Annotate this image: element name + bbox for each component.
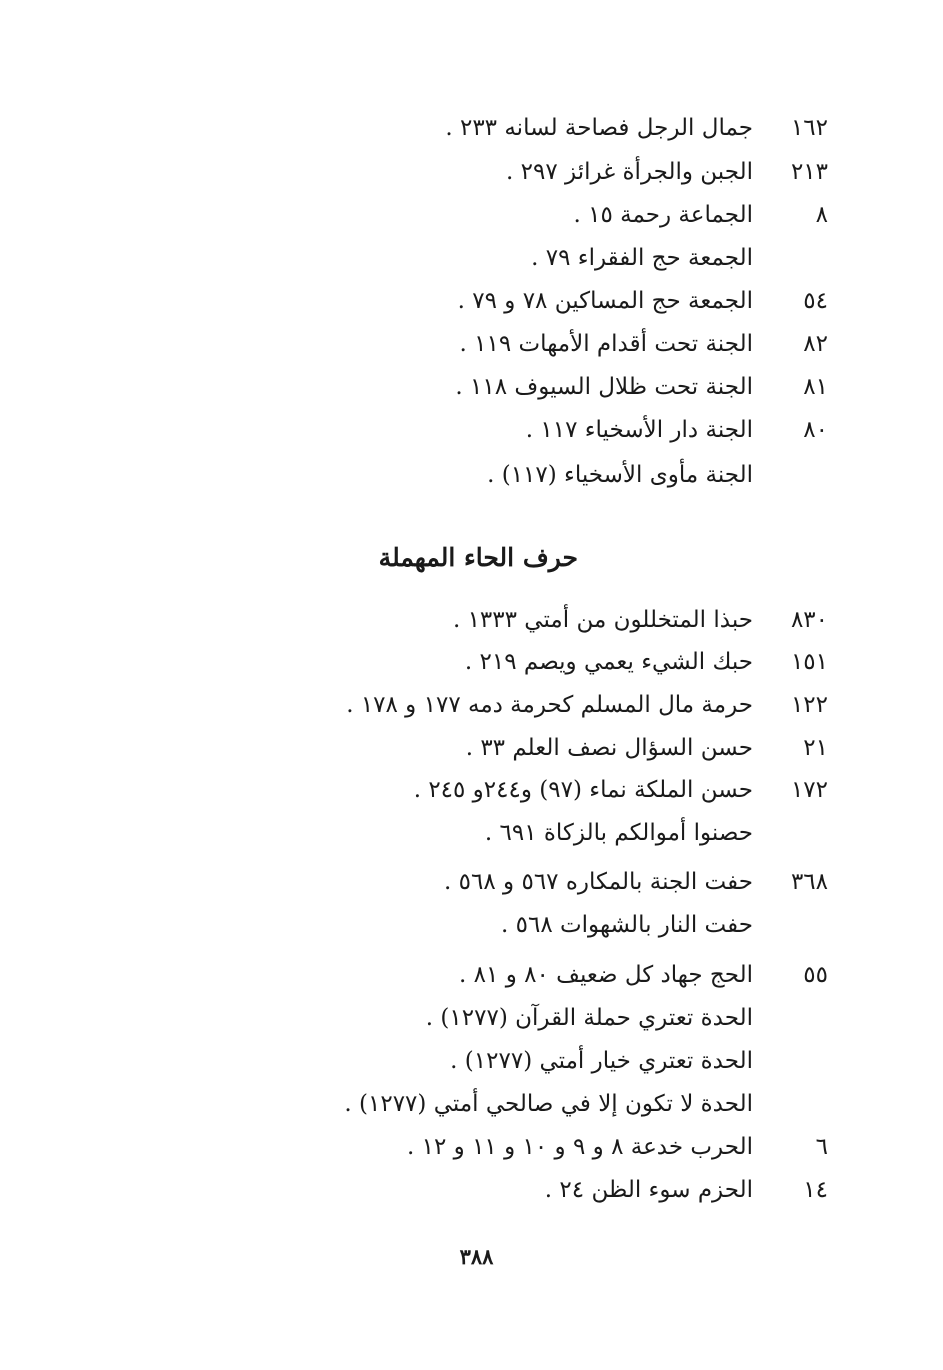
list-item [0, 238, 943, 278]
list-item [0, 410, 943, 450]
entry-text: حفت النار بالشهوات ٥٦٨ . [501, 912, 753, 938]
entry-text: حبذا المتخللون من أمتي ١٣٣٣ . [452, 607, 753, 633]
entry-text: الحدة لا تكون إلا في صالحي أمتي (١٢٧٧) . [344, 1091, 753, 1117]
entry-number: ٢١٣ [790, 159, 828, 185]
list-item [0, 324, 943, 364]
entry-text: الجنة مأوى الأسخياء (١١٧) . [487, 462, 753, 488]
page-number [0, 1244, 943, 1269]
entry-text: الجمعة حج الفقراء ٧٩ . [531, 245, 753, 271]
entry-text: حرمة مال المسلم كحرمة دمه ١٧٧ و ١٧٨ . [346, 692, 753, 718]
entry-number: ١٦٢ [790, 115, 828, 141]
list-item [0, 1170, 943, 1210]
entry-text: حسن السؤال نصف العلم ٣٣ . [465, 735, 753, 761]
entry-text: الحج جهاد كل ضعيف ٨٠ و ٨١ . [459, 962, 753, 988]
list-item [0, 152, 943, 192]
entry-text: الجمعة حج المساكين ٧٨ و ٧٩ . [457, 288, 753, 314]
entry-text: الجنة تحت أقدام الأمهات ١١٩ . [459, 331, 753, 357]
entry-text: جمال الرجل فصاحة لسانه ٢٣٣ . [445, 115, 753, 141]
entry-number: ١٧٢ [790, 777, 828, 803]
entry-text: حصنوا أموالكم بالزكاة ٦٩١ . [484, 820, 753, 846]
entry-number: ٢١ [803, 735, 828, 761]
list-item [0, 281, 943, 321]
entry-text: الجماعة رحمة ١٥ . [573, 202, 753, 228]
list-item [0, 813, 943, 853]
entry-text: حبك الشيء يعمي ويصم ٢١٩ . [464, 649, 753, 675]
entry-text: الجبن والجرأة غرائز ٢٩٧ . [506, 159, 753, 185]
page-number-text: ٣٨٨ [459, 1244, 494, 1269]
entry-text: الحرب خدعة ٨ و ٩ و ١٠ و ١١ و ١٢ . [407, 1134, 753, 1160]
list-item [0, 1127, 943, 1167]
list-item [0, 905, 943, 945]
entry-text: الجنة تحت ظلال السيوف ١١٨ . [455, 374, 753, 400]
list-item [0, 108, 943, 148]
entry-text: حفت الجنة بالمكاره ٥٦٧ و ٥٦٨ . [444, 869, 753, 895]
entry-number: ٦ [815, 1134, 828, 1160]
list-item [0, 600, 943, 640]
entry-number: ٨٠ [803, 417, 828, 443]
entry-text: حسن الملكة نماء (٩٧) و٢٤٤و ٢٤٥ . [413, 777, 753, 803]
entry-number: ٨٢ [803, 331, 828, 357]
list-item [0, 1084, 943, 1124]
list-item [0, 998, 943, 1038]
entry-number: ٥٥ [803, 962, 828, 988]
entry-number: ٨ [815, 202, 828, 228]
section-heading: حرف الحاء المهملة [378, 543, 578, 572]
list-item [0, 862, 943, 902]
entry-number: ٨١ [803, 374, 828, 400]
list-item [0, 955, 943, 995]
entry-number: ١٢٢ [790, 692, 828, 718]
entry-text: الحزم سوء الظن ٢٤ . [544, 1177, 753, 1203]
list-item [0, 195, 943, 235]
entry-text: الجنة دار الأسخياء ١١٧ . [525, 417, 753, 443]
list-item [0, 685, 943, 725]
list-item [0, 728, 943, 768]
entry-text: الحدة تعتري خيار أمتي (١٢٧٧) . [450, 1048, 753, 1074]
entry-number: ٨٣٠ [790, 607, 828, 633]
list-item [0, 642, 943, 682]
list-item [0, 1041, 943, 1081]
entry-number: ٥٤ [803, 288, 828, 314]
list-item [0, 455, 943, 495]
entry-number: ٣٦٨ [790, 869, 828, 895]
entry-number: ١٥١ [790, 649, 828, 675]
entry-text: الحدة تعتري حملة القرآن (١٢٧٧) . [425, 1005, 753, 1031]
list-item [0, 367, 943, 407]
entry-number: ١٤ [803, 1177, 828, 1203]
list-item [0, 770, 943, 810]
